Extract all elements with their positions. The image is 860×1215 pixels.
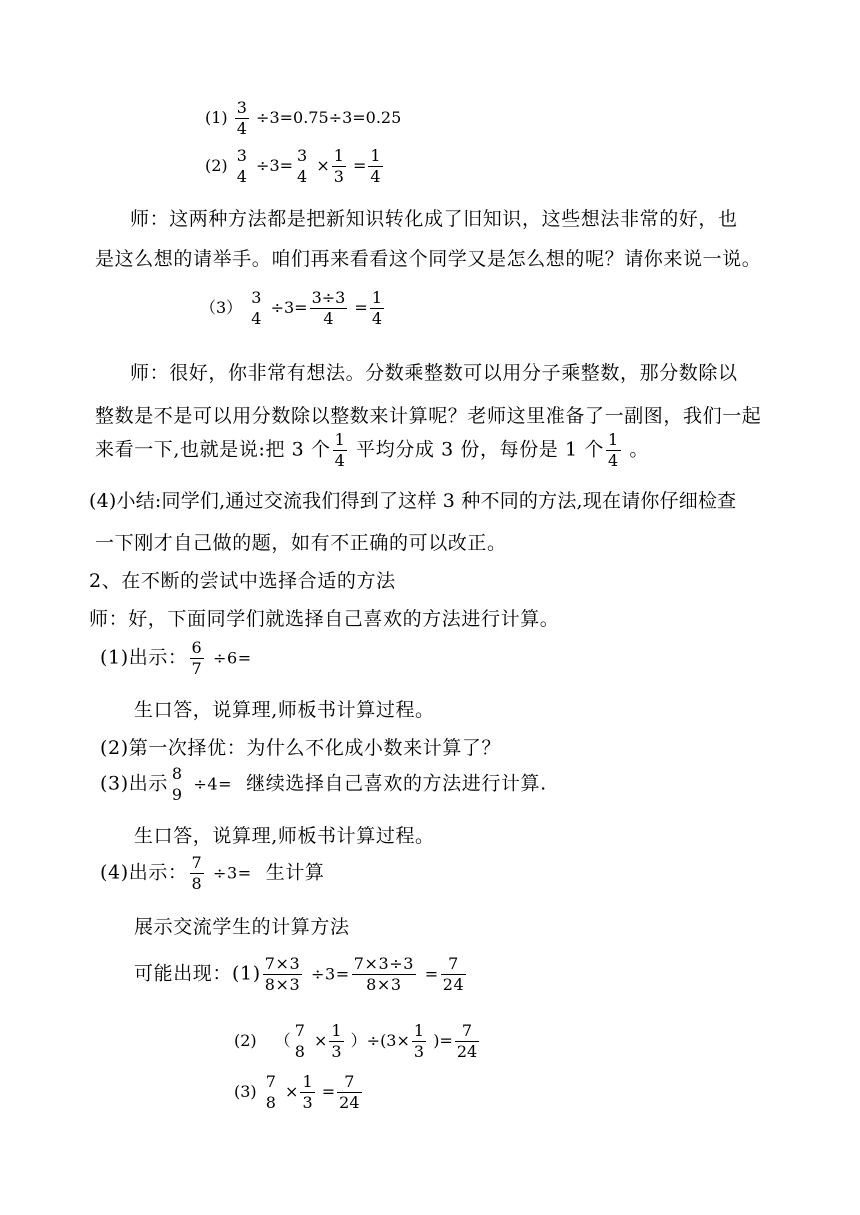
method-1-label: (1) xyxy=(205,108,228,127)
fraction-7-8: $\frac{7}{8}$ xyxy=(191,853,203,893)
method-1-rest: ÷3=0.75÷3=0.25 xyxy=(256,108,402,127)
result-3: (3) 7 8 × $\frac{1}{3}$ = $\frac{7}{24}$ xyxy=(234,1072,360,1112)
fraction-1-3: $\frac{1}{3}$ xyxy=(413,1021,425,1061)
teacher-para-line-2: 整数是不是可以用分数除以整数来计算呢？老师这里准备了一副图，我们一起 xyxy=(95,405,762,427)
fraction-7-8: 7 8 xyxy=(265,1072,276,1112)
teacher-remark-line-1: 师：这两种方法都是把新知识转化成了旧知识，这些想法非常的好，也 xyxy=(130,208,738,230)
fraction-3-4: 3 4 xyxy=(251,288,262,328)
summary-line-2: 一下刚才自己做的题，如有不正确的可以改正。 xyxy=(95,532,507,554)
fraction-1-4: $\frac{1}{4}$ xyxy=(607,430,619,470)
fraction-7-24: $\frac{7}{24}$ xyxy=(339,1072,360,1112)
fraction-3div3-4: $\frac{3\div 3}{4}$ xyxy=(311,288,346,328)
fraction-1-4: $\frac{1}{4}$ xyxy=(370,146,381,186)
exercise-2: (2)第一次择优：为什么不化成小数来计算了？ xyxy=(100,737,502,759)
show-methods: 展示交流学生的计算方法 xyxy=(134,916,350,938)
fraction-3-4: $\frac{3}{4}$ xyxy=(236,98,247,138)
method-2-label: (2) xyxy=(205,156,228,175)
teacher-remark-line-2: 是这么想的请举手。咱们再来看看这个同学又是怎么想的呢？请你来说一说。 xyxy=(95,248,762,270)
fraction-7x3div3-8x3: $\frac{7\times 3\div 3}{8\times 3}$ xyxy=(353,954,415,994)
fraction-6-7: $\frac{6}{7}$ xyxy=(191,638,203,678)
exercise-3: (3)出示 8 9 ÷4= 继续选择自己喜欢的方法进行计算. xyxy=(100,764,547,804)
result-2: (2) （ 7 8 × $\frac{1}{3}$ ）÷(3× $\frac{1}{3}$ )= $\frac{7}{24}$ xyxy=(234,1021,478,1061)
exercise-3-answer: 生口答，说算理,师板书计算过程。 xyxy=(134,825,435,847)
method-1 xyxy=(205,100,401,137)
fraction-1-3: $\frac{1}{3}$ xyxy=(333,146,344,186)
fraction-7-24: $\frac{7}{24}$ xyxy=(456,1021,478,1061)
exercise-1: (1)出示： $\frac{6}{7}$ ÷6= xyxy=(100,638,252,678)
fraction-1-4: $\frac{1}{4}$ xyxy=(334,430,346,470)
summary-line-1: (4)小结:同学们,通过交流我们得到了这样 3 种不同的方法,现在请你仔细检查 xyxy=(89,490,737,512)
exercise-4: (4)出示： $\frac{7}{8}$ ÷3= 生计算 xyxy=(100,853,325,893)
method-3: （3） 3 4 ÷3= $\frac{3\div 3}{4}$ = $\frac{1}{4}$ xyxy=(200,288,383,328)
teacher-para-line-3: 来看一下,也就是说:把 3 个 $\frac{1}{4}$ 平均分成 3 份，每份是 1 个 $\frac{1}{4}$ 。 xyxy=(95,430,649,470)
fraction-7-8: 7 8 xyxy=(294,1021,305,1061)
fraction-1-4: $\frac{1}{4}$ xyxy=(371,288,383,328)
fraction-3-4: 3 4 xyxy=(297,146,308,186)
fraction-3-4: 3 4 xyxy=(236,146,247,186)
fraction-1-3: $\frac{1}{3}$ xyxy=(331,1021,342,1061)
fraction-8-9: 8 9 xyxy=(171,764,183,804)
fraction-1-3: $\frac{1}{3}$ xyxy=(302,1072,313,1112)
section-2-heading: 2、在不断的尝试中选择合适的方法 xyxy=(89,570,396,592)
section-2-intro: 师：好，下面同学们就选择自己喜欢的方法进行计算。 xyxy=(89,608,560,630)
exercise-1-answer: 生口答，说算理,师板书计算过程。 xyxy=(134,699,435,721)
method-2: (2) 3 4 ÷3= 3 4 × $\frac{1}{3}$ = $\frac{1}{4}$ xyxy=(205,146,381,186)
result-1: 可能出现：(1) $\frac{7\times 3}{8\times 3}$ ÷3= $\frac{7\times 3\div 3}{8\times 3}$ = $\frac{7}{24}$ xyxy=(134,954,465,994)
teacher-para-line-1: 师：很好，你非常有想法。分数乘整数可以用分子乘整数，那分数除以 xyxy=(130,362,738,384)
fraction-7-24: $\frac{7}{24}$ xyxy=(442,954,465,994)
fraction-7x3-8x3: $\frac{7\times 3}{8\times 3}$ xyxy=(264,954,301,994)
